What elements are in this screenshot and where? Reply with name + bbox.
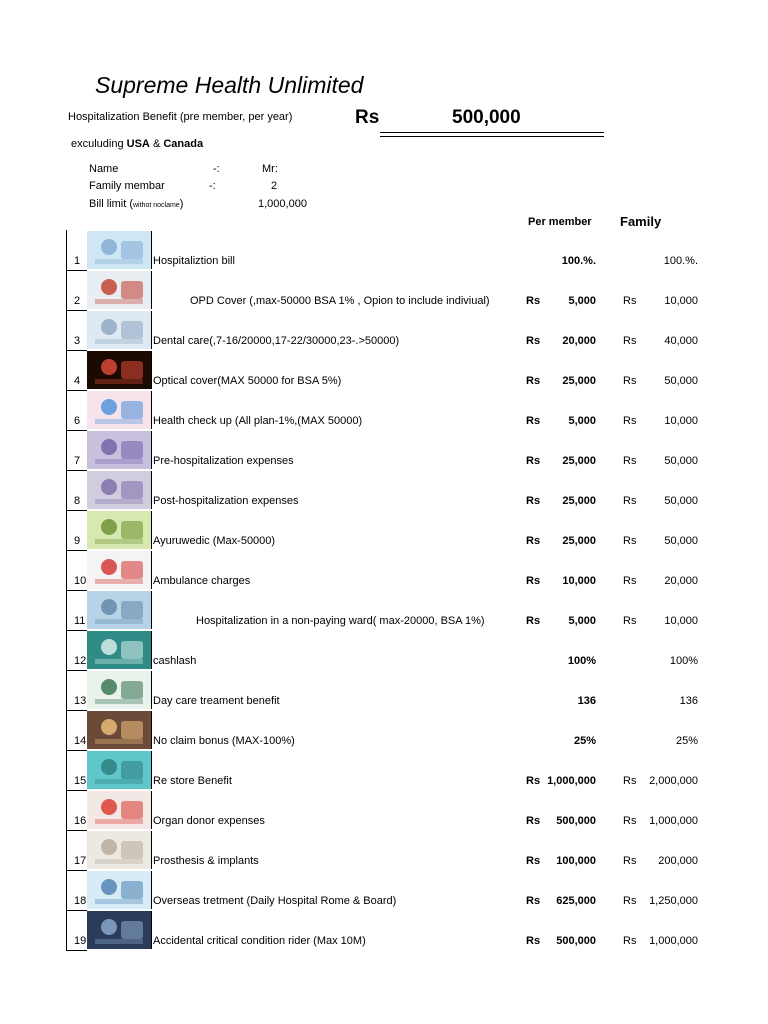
per-member-currency: Rs bbox=[526, 535, 541, 547]
table-row bbox=[66, 910, 716, 950]
table-row bbox=[66, 590, 716, 630]
per-member-value: 25,000 bbox=[562, 375, 596, 387]
row-number-cell bbox=[66, 470, 87, 511]
row-number-cell bbox=[66, 350, 87, 391]
exclusion-note bbox=[71, 138, 203, 150]
table-row bbox=[66, 390, 716, 430]
family-value: 2,000,000 bbox=[649, 775, 698, 787]
family-currency: Rs bbox=[623, 495, 637, 507]
per-member-value: 500,000 bbox=[556, 815, 596, 827]
family-value: 100.%. bbox=[663, 255, 698, 267]
table-row bbox=[66, 670, 716, 710]
bill-limit-label bbox=[89, 198, 183, 210]
family-currency: Rs bbox=[623, 375, 637, 387]
overseas-airplane-icon bbox=[87, 871, 152, 909]
per-member-value: 20,000 bbox=[562, 335, 596, 347]
row-description: OPD Cover (,max-50000 BSA 1% , Opion to include indiviual) bbox=[190, 295, 490, 307]
doctor-patient-icon bbox=[87, 231, 152, 269]
row-number-cell bbox=[66, 750, 87, 791]
table-row bbox=[66, 350, 716, 390]
bill-label-close: ) bbox=[179, 198, 184, 210]
column-header-per-member: Per member bbox=[528, 216, 592, 228]
family-separator: -: bbox=[209, 180, 216, 192]
table-row bbox=[66, 630, 716, 670]
family-value: 10,000 bbox=[664, 415, 698, 427]
benefit-amount: 500,000 bbox=[452, 107, 521, 128]
row-number: 1 bbox=[74, 255, 81, 267]
per-member-value: 25,000 bbox=[562, 455, 596, 467]
table-row bbox=[66, 830, 716, 870]
per-member-value: 5,000 bbox=[568, 415, 596, 427]
family-value: 200,000 bbox=[658, 855, 698, 867]
family-currency: Rs bbox=[623, 335, 637, 347]
row-description: Pre-hospitalization expenses bbox=[153, 455, 294, 467]
row-number: 7 bbox=[74, 455, 81, 467]
restore-benefit-icon bbox=[87, 751, 152, 789]
per-member-currency: Rs bbox=[526, 415, 541, 427]
exclusion-usa: USA bbox=[126, 138, 150, 150]
family-currency: Rs bbox=[623, 535, 637, 547]
row-description: Re store Benefit bbox=[153, 775, 232, 787]
row-number-cell bbox=[66, 390, 87, 431]
ayurvedic-product-icon bbox=[87, 511, 152, 549]
per-member-value: 5,000 bbox=[568, 295, 596, 307]
row-description: Hospitalization in a non-paying ward( max-20000, BSA 1%) bbox=[196, 615, 485, 627]
first-aid-kit-icon bbox=[87, 271, 152, 309]
no-claim-bonus-icon bbox=[87, 711, 152, 749]
row-number: 2 bbox=[74, 295, 81, 307]
family-value: 50,000 bbox=[664, 375, 698, 387]
benefit-label: Hospitalization Benefit (pre member, per year) bbox=[68, 111, 293, 123]
per-member-currency: Rs bbox=[526, 575, 541, 587]
row-description: Dental care(,7-16/20000,17-22/30000,23-.>50000) bbox=[153, 335, 400, 347]
per-member-value: 25% bbox=[573, 735, 596, 747]
per-member-value: 1,000,000 bbox=[547, 775, 596, 787]
row-number-cell bbox=[66, 510, 87, 551]
table-row bbox=[66, 430, 716, 470]
cash-payment-icon bbox=[87, 631, 152, 669]
family-value: 1,000,000 bbox=[649, 815, 698, 827]
row-number-cell bbox=[66, 830, 87, 871]
post-hospital-chart-icon bbox=[87, 471, 152, 509]
row-number-cell bbox=[66, 910, 87, 951]
family-currency: Rs bbox=[623, 575, 637, 587]
row-number: 6 bbox=[74, 415, 81, 427]
row-number-cell bbox=[66, 630, 87, 671]
row-description: Post-hospitalization expenses bbox=[153, 495, 299, 507]
row-number: 12 bbox=[74, 655, 87, 667]
table-row bbox=[66, 710, 716, 750]
column-header-family: Family bbox=[620, 214, 662, 229]
optical-scan-icon bbox=[87, 351, 152, 389]
family-currency: Rs bbox=[623, 935, 637, 947]
family-label: Family membar bbox=[89, 180, 165, 192]
table-row bbox=[66, 870, 716, 910]
row-number: 4 bbox=[74, 375, 81, 387]
family-value: 136 bbox=[679, 695, 698, 707]
row-number: 9 bbox=[74, 535, 81, 547]
row-number: 17 bbox=[74, 855, 87, 867]
per-member-value: 500,000 bbox=[556, 935, 596, 947]
family-value: 10,000 bbox=[664, 615, 698, 627]
family-currency: Rs bbox=[623, 615, 637, 627]
family-value: 50,000 bbox=[664, 535, 698, 547]
table-row bbox=[66, 310, 716, 350]
per-member-currency: Rs bbox=[526, 455, 541, 467]
row-number-cell bbox=[66, 670, 87, 711]
name-separator: -: bbox=[213, 163, 220, 175]
health-checkup-icon bbox=[87, 391, 152, 429]
table-row bbox=[66, 750, 716, 790]
family-currency: Rs bbox=[623, 775, 637, 787]
family-value: 20,000 bbox=[664, 575, 698, 587]
row-number-cell bbox=[66, 270, 87, 311]
family-currency: Rs bbox=[623, 855, 637, 867]
per-member-currency: Rs bbox=[526, 375, 541, 387]
row-description: Ambulance charges bbox=[153, 575, 251, 587]
table-row bbox=[66, 790, 716, 830]
ambulance-icon bbox=[87, 551, 152, 589]
hospital-ward-icon bbox=[87, 591, 152, 629]
row-number-cell bbox=[66, 790, 87, 831]
row-number: 18 bbox=[74, 895, 87, 907]
per-member-currency: Rs bbox=[526, 495, 541, 507]
document-title: Supreme Health Unlimited bbox=[95, 72, 364, 98]
row-number-cell bbox=[66, 550, 87, 591]
per-member-currency: Rs bbox=[526, 295, 541, 307]
family-value: 50,000 bbox=[664, 495, 698, 507]
row-description: Prosthesis & implants bbox=[153, 855, 259, 867]
row-number: 8 bbox=[74, 495, 81, 507]
name-label: Name bbox=[89, 163, 119, 175]
prosthesis-icon bbox=[87, 831, 152, 869]
exclusion-amp: & bbox=[149, 138, 164, 150]
per-member-currency: Rs bbox=[526, 775, 541, 787]
per-member-value: 10,000 bbox=[562, 575, 596, 587]
row-number-cell bbox=[66, 230, 87, 271]
exclusion-canada: Canada bbox=[163, 138, 204, 150]
family-value: 50,000 bbox=[664, 455, 698, 467]
row-number: 3 bbox=[74, 335, 81, 347]
family-value: 40,000 bbox=[664, 335, 698, 347]
row-description: No claim bonus (MAX-100%) bbox=[153, 735, 295, 747]
amount-underline bbox=[380, 132, 604, 133]
benefit-currency: Rs bbox=[355, 107, 380, 128]
row-number: 19 bbox=[74, 935, 87, 947]
family-currency: Rs bbox=[623, 415, 637, 427]
per-member-currency: Rs bbox=[526, 895, 541, 907]
exclusion-prefix: exculuding bbox=[71, 138, 127, 150]
table-row bbox=[66, 270, 716, 310]
dental-care-icon bbox=[87, 311, 152, 349]
row-description: Ayuruwedic (Max-50000) bbox=[153, 535, 276, 547]
family-currency: Rs bbox=[623, 295, 637, 307]
table-row bbox=[66, 230, 716, 270]
per-member-value: 625,000 bbox=[556, 895, 596, 907]
per-member-currency: Rs bbox=[526, 335, 541, 347]
per-member-value: 100.%. bbox=[561, 255, 596, 267]
family-value: 1,000,000 bbox=[649, 935, 698, 947]
per-member-currency: Rs bbox=[526, 615, 541, 627]
row-number-cell bbox=[66, 710, 87, 751]
organ-donor-heart-icon bbox=[87, 791, 152, 829]
row-description: Organ donor expenses bbox=[153, 815, 265, 827]
family-value: 1,250,000 bbox=[649, 895, 698, 907]
per-member-currency: Rs bbox=[526, 815, 541, 827]
row-number-cell bbox=[66, 870, 87, 911]
row-description: cashlash bbox=[153, 655, 197, 667]
row-number-cell bbox=[66, 310, 87, 351]
family-currency: Rs bbox=[623, 815, 637, 827]
bill-label-note: withot noclame bbox=[133, 202, 180, 209]
row-number: 15 bbox=[74, 775, 87, 787]
row-description: Overseas tretment (Daily Hospital Rome & Board) bbox=[153, 895, 397, 907]
row-number: 16 bbox=[74, 815, 87, 827]
per-member-value: 25,000 bbox=[562, 495, 596, 507]
table-row bbox=[66, 470, 716, 510]
name-value: Mr: bbox=[262, 163, 278, 175]
per-member-value: 100,000 bbox=[556, 855, 596, 867]
family-value: 25% bbox=[675, 735, 698, 747]
per-member-currency: Rs bbox=[526, 935, 541, 947]
row-description: Optical cover(MAX 50000 for BSA 5%) bbox=[153, 375, 342, 387]
row-number: 10 bbox=[74, 575, 87, 587]
row-description: Accidental critical condition rider (Max 10M) bbox=[153, 935, 366, 947]
row-number: 11 bbox=[74, 615, 86, 627]
pre-hospital-chart-icon bbox=[87, 431, 152, 469]
row-number: 14 bbox=[74, 735, 87, 747]
family-value: 10,000 bbox=[664, 295, 698, 307]
family-currency: Rs bbox=[623, 455, 637, 467]
row-description: Hospitaliztion bill bbox=[153, 255, 235, 267]
per-member-value: 25,000 bbox=[562, 535, 596, 547]
table-row bbox=[66, 510, 716, 550]
row-description: Health check up (All plan-1%,(MAX 50000) bbox=[153, 415, 363, 427]
accident-car-icon bbox=[87, 911, 152, 949]
bill-limit-value: 1,000,000 bbox=[258, 198, 307, 210]
family-currency: Rs bbox=[623, 895, 637, 907]
day-care-icon bbox=[87, 671, 152, 709]
per-member-value: 5,000 bbox=[568, 615, 596, 627]
family-value: 100% bbox=[669, 655, 698, 667]
bill-label-text: Bill limit ( bbox=[89, 198, 133, 210]
per-member-value: 136 bbox=[577, 695, 596, 707]
row-number-cell bbox=[66, 430, 87, 471]
table-row bbox=[66, 550, 716, 590]
family-value: 2 bbox=[271, 180, 278, 192]
per-member-value: 100% bbox=[567, 655, 596, 667]
row-description: Day care treament benefit bbox=[153, 695, 280, 707]
amount-underline-2 bbox=[380, 136, 604, 137]
per-member-currency: Rs bbox=[526, 855, 541, 867]
row-number-cell bbox=[66, 590, 87, 631]
row-number: 13 bbox=[74, 695, 87, 707]
